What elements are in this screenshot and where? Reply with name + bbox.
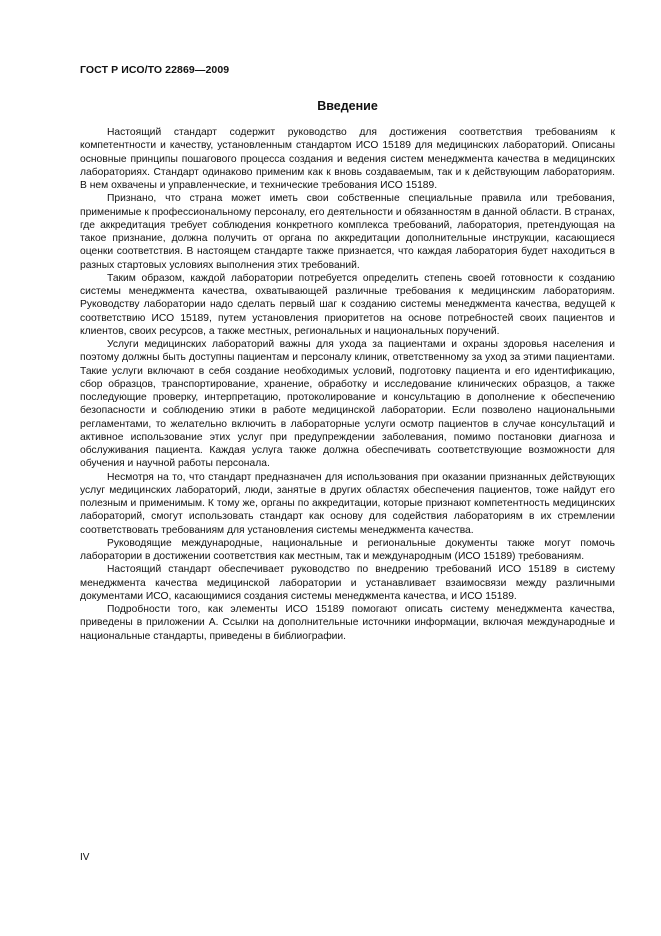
paragraph: Подробности того, как элементы ИСО 15189 помогают описать систему менеджмента качества, приведены в приложении А. Ссылки на дополнительные источники информации, включая международные и национальные стандарты, приведены в библиографии. (80, 604, 615, 642)
paragraph: Услуги медицинских лабораторий важны для ухода за пациентами и охраны здоровья населения и поэтому должны быть доступны пациентам и персоналу клиник, ответственному за уход за этими пациентами. Такие услуги включают в себя создание необходимых условий, подготовку пациента и его идентификацию, сбор образцов, транспортирование, хранение, обработку и исследование клинических образцов, а также последующие проверку, интерпретацию, протоколирование и консультацию в дополнение к обеспечению безопасности и соблюдению этики в работе медицинской лаборатории. Если позволено национальными регламентами, то желательно включить в лабораторные услуги осмотр пациентов в случае консультаций и активное использование этих услуг при предупреждении заболевания, помимо постановки диагноза и обслуживания пациента. Каждая услуга также должна обеспечивать соответствующие возможности для обучения и научной работы персонала. (80, 339, 615, 470)
body-text (80, 126, 615, 643)
paragraph: Руководящие международные, национальные и региональные документы также могут помочь лаборатории в достижении соответствия как местным, так и международным (ИСО 15189) требованиям. (80, 537, 615, 562)
paragraph: Признано, что страна может иметь свои собственные специальные правила или требования, применимые к профессиональному персоналу, его деятельности и обязанностям в данной области. В странах, где аккредитация требует соблюдения конкретного комплекса требований, лаборатория, претендующая на такое признание, должна получить от органа по аккредитации дополнительные инструкции, касающиеся оценки соответствия. В настоящем стандарте также признается, что каждая лаборатория будет находиться в разных стартовых условиях выполнения этих требований. (80, 193, 615, 271)
section-title: Введение (317, 99, 378, 113)
page-number: IV (80, 852, 90, 863)
document-header-standard-id: ГОСТ Р ИСО/ТО 22869—2009 (80, 64, 230, 76)
paragraph: Несмотря на то, что стандарт предназначен для использования при оказании признанных действующих услуг медицинских лабораторий, люди, занятые в других областях обеспечения пациентов, тоже найдут его полезным и применимым. К тому же, органы по аккредитации, которые признают компетентность медицинских лабораторий, смогут использовать стандарт как основу для содействия лабораториям в их стремлении соответствовать требованиям для установления системы менеджмента качества. (80, 471, 615, 536)
paragraph: Настоящий стандарт содержит руководство для достижения соответствия требованиям к компетентности и качеству, установленным стандартом ИСО 15189 для медицинских лабораторий. Описаны основные принципы пошагового процесса создания и ведения систем менеджмента качества в медицинских лабораториях. Стандарт одинаково применим как к вновь создаваемым, так и к действующим лабораториям. В нем охвачены и управленческие, и технические требования ИСО 15189. (80, 127, 615, 191)
paragraph: Таким образом, каждой лаборатории потребуется определить степень своей готовности к созданию системы менеджмента качества, охватывающей различные требования к медицинским лабораториям. Руководству лаборатории надо сделать первый шаг к созданию системы менеджмента качества, ведущей к соответствию ИСО 15189, путем установления приоритетов на основе потребностей своих пациентов и клиентов, своих ресурсов, а также местных, региональных и национальных поручений. (80, 272, 615, 337)
paragraph: Настоящий стандарт обеспечивает руководство по внедрению требований ИСО 15189 в систему менеджмента качества медицинской лаборатории и устанавливает взаимосвязи между различными документами ИСО, касающимися создания системы менеджмента качества, и ИСО 15189. (80, 564, 615, 602)
